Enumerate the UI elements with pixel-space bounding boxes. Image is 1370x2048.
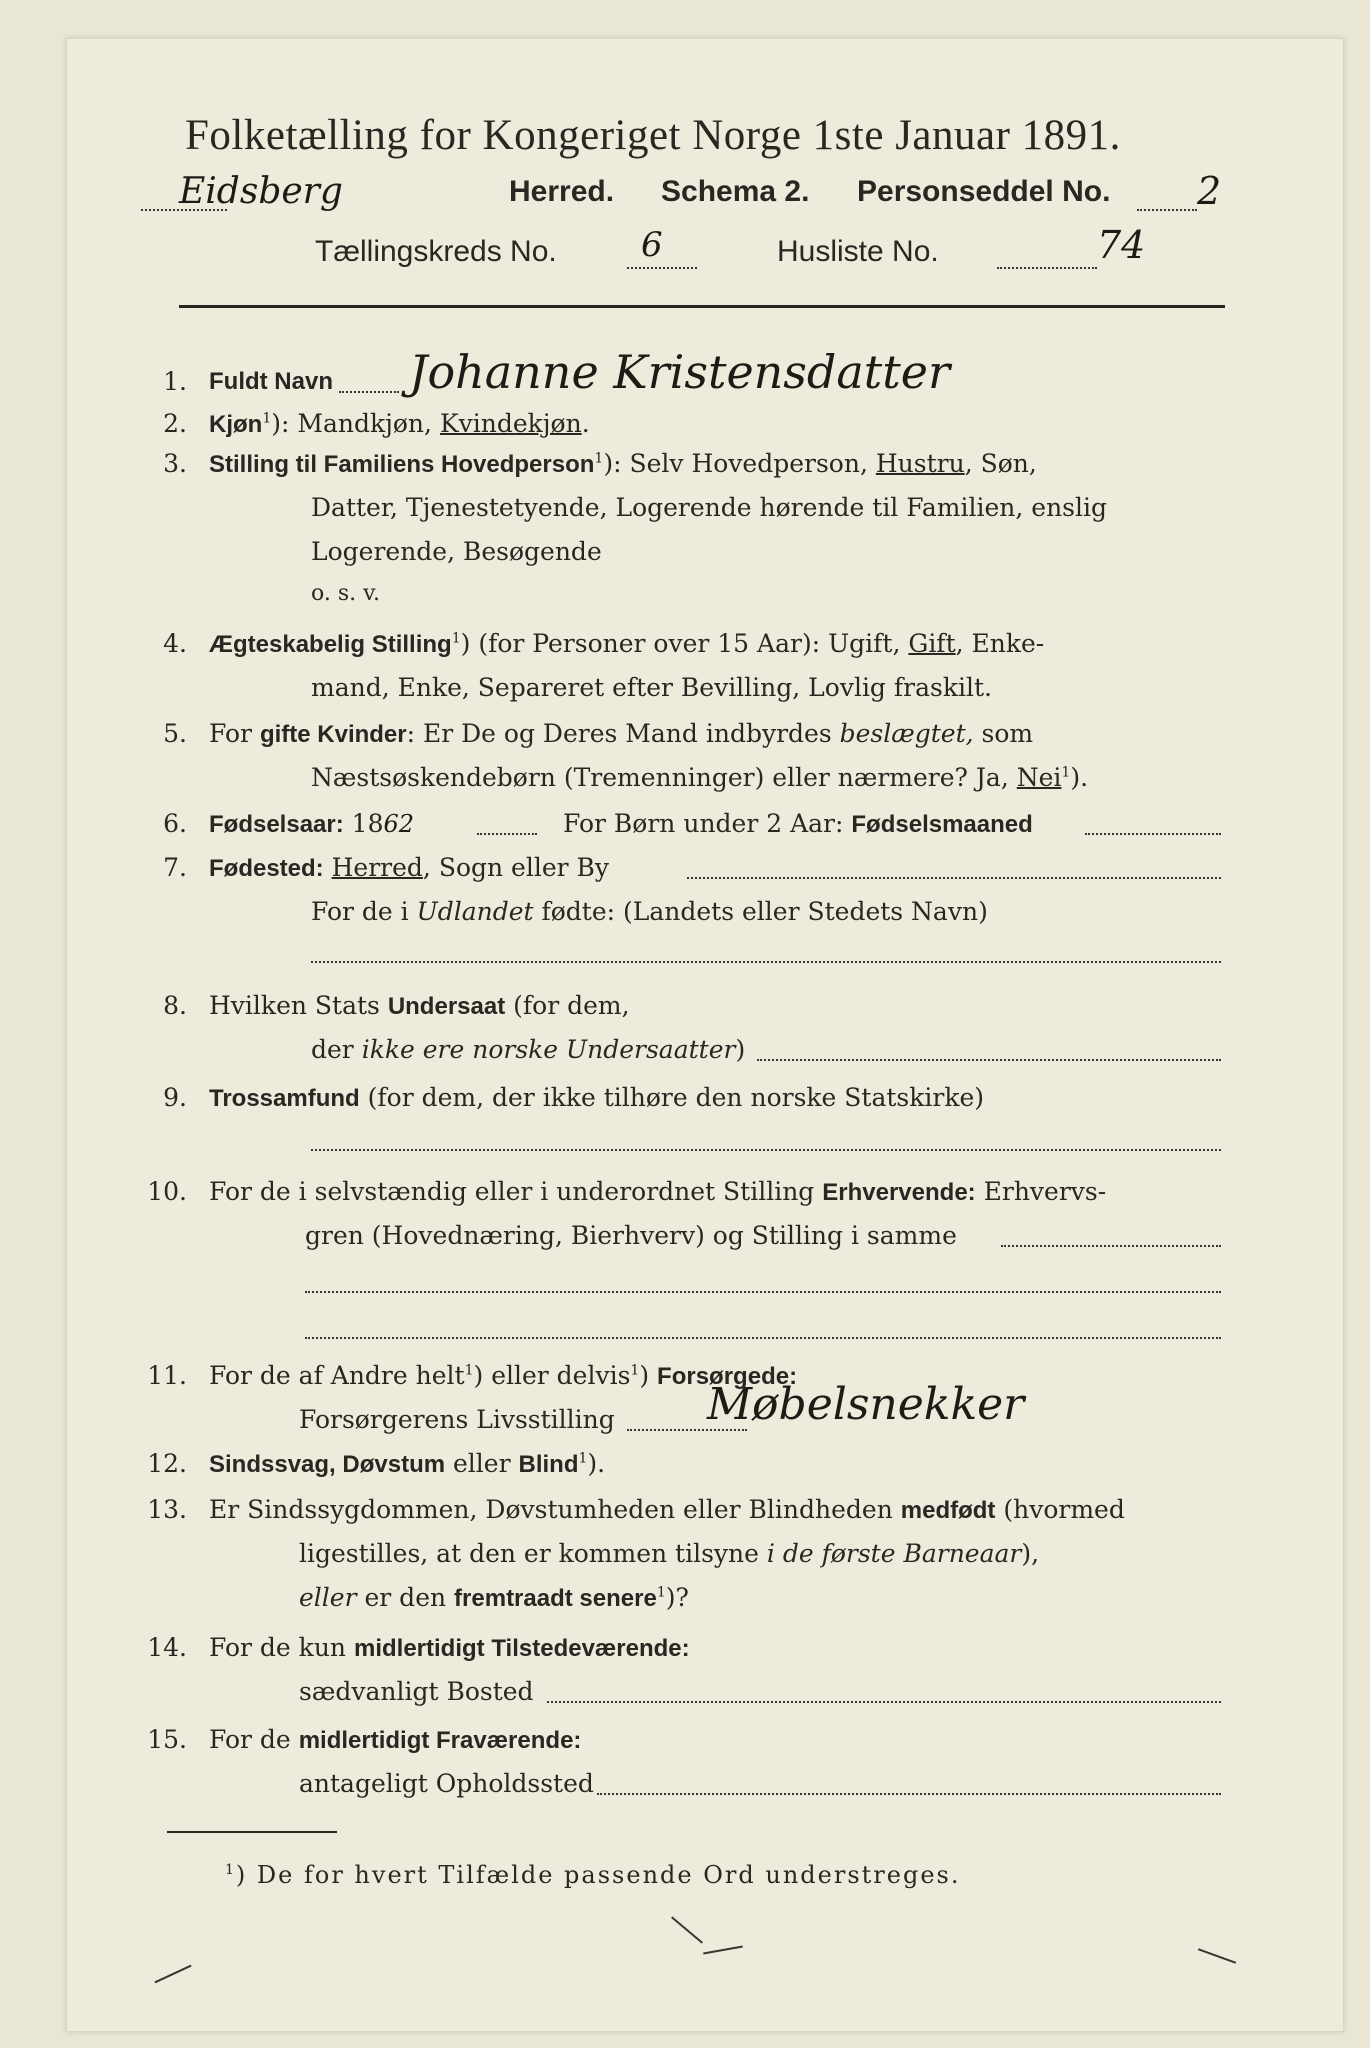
stilling-options-end: , Søn,: [964, 449, 1037, 478]
dotted-line: [997, 267, 1097, 269]
herred-label: Herred.: [509, 175, 615, 208]
dotted-line: [687, 877, 1221, 879]
fodselsaar-prefix: 18: [351, 809, 384, 838]
fodselsaar-label: Fødselsaar:: [209, 811, 344, 838]
undersaat-label: Undersaat: [387, 993, 506, 1020]
item-number: 10.: [147, 1177, 187, 1206]
stray-mark: [671, 1916, 703, 1943]
item-number: 13.: [147, 1495, 187, 1524]
trossamfund-label: Trossamfund: [209, 1085, 360, 1112]
aegteskab-selected: Gift: [908, 629, 956, 658]
footnote-ref: 1: [656, 1584, 666, 1601]
forsorger-value: Møbelsnekker: [707, 1379, 1025, 1430]
stilling-line4: o. s. v.: [311, 581, 380, 606]
gifte-line2: [311, 763, 1088, 792]
fodselsmaaned-label: Fødselsmaaned: [851, 811, 1033, 838]
erhverv-prefix: For de i selvstændig eller i underordnet Stilling: [209, 1177, 823, 1206]
fremtraadt-label: fremtraadt senere: [454, 1585, 657, 1612]
medfodt-label: medfødt: [900, 1497, 996, 1524]
footnote-ref: 1: [464, 1362, 474, 1379]
dotted-line: [305, 1337, 1221, 1339]
dotted-line: [1085, 833, 1221, 835]
item-number: 4.: [163, 629, 187, 658]
udland-prefix: For de i: [311, 897, 417, 926]
gifte-question: : Er De og Deres Mand indbyrdes: [406, 719, 840, 748]
dotted-line: [311, 1149, 1221, 1151]
fodselsmaaned-text: For Børn under 2 Aar:: [563, 809, 852, 838]
fodselsaar-value: 62: [383, 810, 415, 838]
stilling-line3: Logerende, Besøgende: [311, 537, 602, 566]
footnote-ref: 1: [630, 1362, 640, 1379]
dotted-line: [547, 1701, 1221, 1703]
medfodt-italic: i de første Barneaar: [766, 1539, 1022, 1568]
stilling-line2: Datter, Tjenestetyende, Logerende hørende til Familien, enslig: [311, 493, 1108, 522]
opholdssted-line: antageligt Opholdssted: [299, 1769, 594, 1798]
medfodt-line3: [299, 1583, 689, 1613]
item-number: 3.: [163, 449, 187, 478]
blind-label: Blind: [518, 1451, 579, 1478]
kjon-label: Kjøn: [209, 411, 263, 438]
aegteskab-line1: [209, 629, 1044, 659]
sindssvag-or: eller: [445, 1449, 519, 1478]
medfodt-prefix: Er Sindssygdommen, Døvstumheden eller Blindheden: [209, 1495, 901, 1524]
tilstede-line1: [209, 1633, 690, 1663]
schema-label: Schema 2.: [661, 175, 810, 208]
dotted-line: [339, 391, 399, 393]
undersaat-prefix: Hvilken Stats: [209, 991, 388, 1020]
stilling-line1: [209, 449, 1037, 479]
gifte-end: som: [973, 719, 1034, 748]
fravaerende-line1: [209, 1725, 581, 1755]
footnote: [225, 1861, 960, 1889]
udland-text: fødte: (Landets eller Stedets Navn): [533, 897, 988, 926]
fodested-selected: Herred: [331, 853, 423, 882]
item-number: 12.: [147, 1449, 187, 1478]
fravaerende-label: midlertidigt Fraværende:: [298, 1727, 582, 1754]
dotted-line: [311, 961, 1221, 963]
medfodt-line3-end: )?: [665, 1583, 689, 1612]
fodselsmaaned-line: [563, 809, 1033, 839]
sindssvag-label: Sindssvag, Døvstum: [209, 1451, 446, 1478]
stray-mark: [703, 1946, 743, 1955]
medfodt-line2-end: ),: [1021, 1539, 1040, 1568]
medfodt-end: (hvormed: [995, 1495, 1125, 1524]
dotted-line: [597, 1793, 1221, 1795]
forsorgede-mid: ) eller delvis: [473, 1361, 631, 1390]
footnote-text: ) De for hvert Tilfælde passende Ord understreges.: [235, 1861, 961, 1889]
stilling-selected: Hustru: [875, 449, 965, 478]
kreds-label: Tællingskreds No.: [315, 235, 557, 268]
footnote-ref: 1: [594, 450, 604, 467]
census-form-sheet: [66, 38, 1344, 2032]
footnote-ref: 1: [1061, 764, 1071, 781]
stilling-options: ): Selv Hovedperson,: [603, 449, 876, 478]
bosted-line: sædvanligt Bosted: [299, 1677, 534, 1706]
stray-mark: [1198, 1948, 1236, 1964]
personseddel-label: Personseddel No.: [857, 175, 1111, 208]
footnote-ref: 1: [262, 410, 272, 427]
fodested-options: , Sogn eller By: [422, 853, 610, 882]
gifte-italic: beslægtet,: [839, 719, 974, 748]
footnote-rule: [167, 1831, 337, 1833]
item-number: 5.: [163, 719, 187, 748]
fodested-label: Fødested:: [209, 855, 324, 882]
dotted-line: [757, 1059, 1221, 1061]
item-number: 9.: [163, 1083, 187, 1112]
footnote-marker: 1: [225, 1862, 236, 1878]
aegteskab-line2: mand, Enke, Separeret efter Bevilling, Lovlig fraskilt.: [311, 673, 992, 702]
dotted-line: [1001, 1245, 1221, 1247]
husliste-value: 74: [1097, 223, 1146, 267]
eller-italic: eller: [299, 1583, 357, 1612]
kreds-value: 6: [641, 225, 663, 265]
forsorger-line: Forsørgerens Livsstilling: [299, 1405, 615, 1434]
forsorgede-space: ): [639, 1361, 658, 1390]
dotted-line: [1137, 209, 1197, 211]
husliste-label: Husliste No.: [777, 235, 939, 268]
item-number: 6.: [163, 809, 187, 838]
sindssvag-line: [209, 1449, 605, 1479]
undersaat-line1: [209, 991, 630, 1021]
aegteskab-label: Ægteskabelig Stilling: [209, 631, 452, 658]
gifte-line2-text: Næstsøskendebørn (Tremenninger) eller nærmere? Ja,: [311, 763, 1017, 792]
header-rule: [179, 305, 1225, 308]
item-number: 7.: [163, 853, 187, 882]
item-number: 8.: [163, 991, 187, 1020]
gifte-line1: [209, 719, 1033, 749]
fodselsaar-line: [209, 809, 414, 839]
item-number: 1.: [163, 367, 187, 396]
footnote-ref: 1: [578, 1450, 588, 1467]
aegteskab-options-end: , Enke-: [955, 629, 1045, 658]
kjon-line: [209, 409, 590, 439]
item-number: 15.: [147, 1725, 187, 1754]
medfodt-line1: [209, 1495, 1125, 1525]
fuldt-navn-label: Fuldt Navn: [209, 368, 333, 395]
tilstede-label: midlertidigt Tilstedeværende:: [353, 1635, 690, 1662]
sindssvag-end: ).: [587, 1449, 606, 1478]
undersaat-end: (for dem,: [505, 991, 630, 1020]
erhverv-line2: gren (Hovednæring, Bierhverv) og Stilling i samme: [305, 1221, 957, 1250]
aegteskab-options: ) (for Personer over 15 Aar): Ugift,: [460, 629, 909, 658]
gifte-line2-end: ).: [1070, 763, 1089, 792]
medfodt-line2-text: ligestilles, at den er kommen tilsyne: [299, 1539, 767, 1568]
kjon-end: .: [581, 409, 590, 438]
erhverv-end: Erhvervs-: [975, 1177, 1107, 1206]
footnote-ref: 1: [451, 630, 461, 647]
item-number: 2.: [163, 409, 187, 438]
dotted-line: [305, 1291, 1221, 1293]
undersaat-line2-end: ): [735, 1035, 746, 1064]
undersaat-line2-prefix: der: [311, 1035, 362, 1064]
gifte-prefix: For: [209, 719, 260, 748]
udland-italic: Udlandet: [416, 897, 534, 926]
fodested-line2: [311, 897, 988, 926]
kjon-selected: Kvindekjøn: [439, 409, 582, 438]
fodested-line1: [209, 853, 609, 883]
trossamfund-text: (for dem, der ikke tilhøre den norske Statskirke): [359, 1083, 985, 1112]
herred-value: Eidsberg: [179, 171, 343, 212]
personseddel-value: 2: [1197, 169, 1222, 213]
kjon-options: ): Mandkjøn,: [271, 409, 440, 438]
fuldt-navn-value: Johanne Kristensdatter: [409, 345, 950, 399]
forsorgede-label: Forsørgede:: [657, 1363, 798, 1390]
fravaerende-prefix: For de: [209, 1725, 299, 1754]
medfodt-line3-text: er den: [356, 1583, 455, 1612]
undersaat-line2: [311, 1035, 745, 1064]
erhverv-line1: [209, 1177, 1106, 1207]
form-title: Folketælling for Kongeriget Norge 1ste Januar 1891.: [185, 112, 1121, 159]
dotted-line: [477, 833, 537, 835]
trossamfund-line: [209, 1083, 984, 1113]
stilling-label: Stilling til Familiens Hovedperson: [209, 451, 595, 478]
forsorgede-prefix: For de af Andre helt: [209, 1361, 465, 1390]
dotted-line: [627, 267, 697, 269]
item-number: 11.: [147, 1361, 187, 1390]
undersaat-italic: ikke ere norske Undersaatter: [361, 1035, 736, 1064]
gifte-selected: Nei: [1016, 763, 1062, 792]
erhverv-label: Erhvervende:: [822, 1179, 976, 1206]
stray-mark: [154, 1965, 191, 1984]
tilstede-prefix: For de kun: [209, 1633, 354, 1662]
medfodt-line2: [299, 1539, 1039, 1568]
gifte-label: gifte Kvinder: [259, 721, 407, 748]
item-number: 14.: [147, 1633, 187, 1662]
